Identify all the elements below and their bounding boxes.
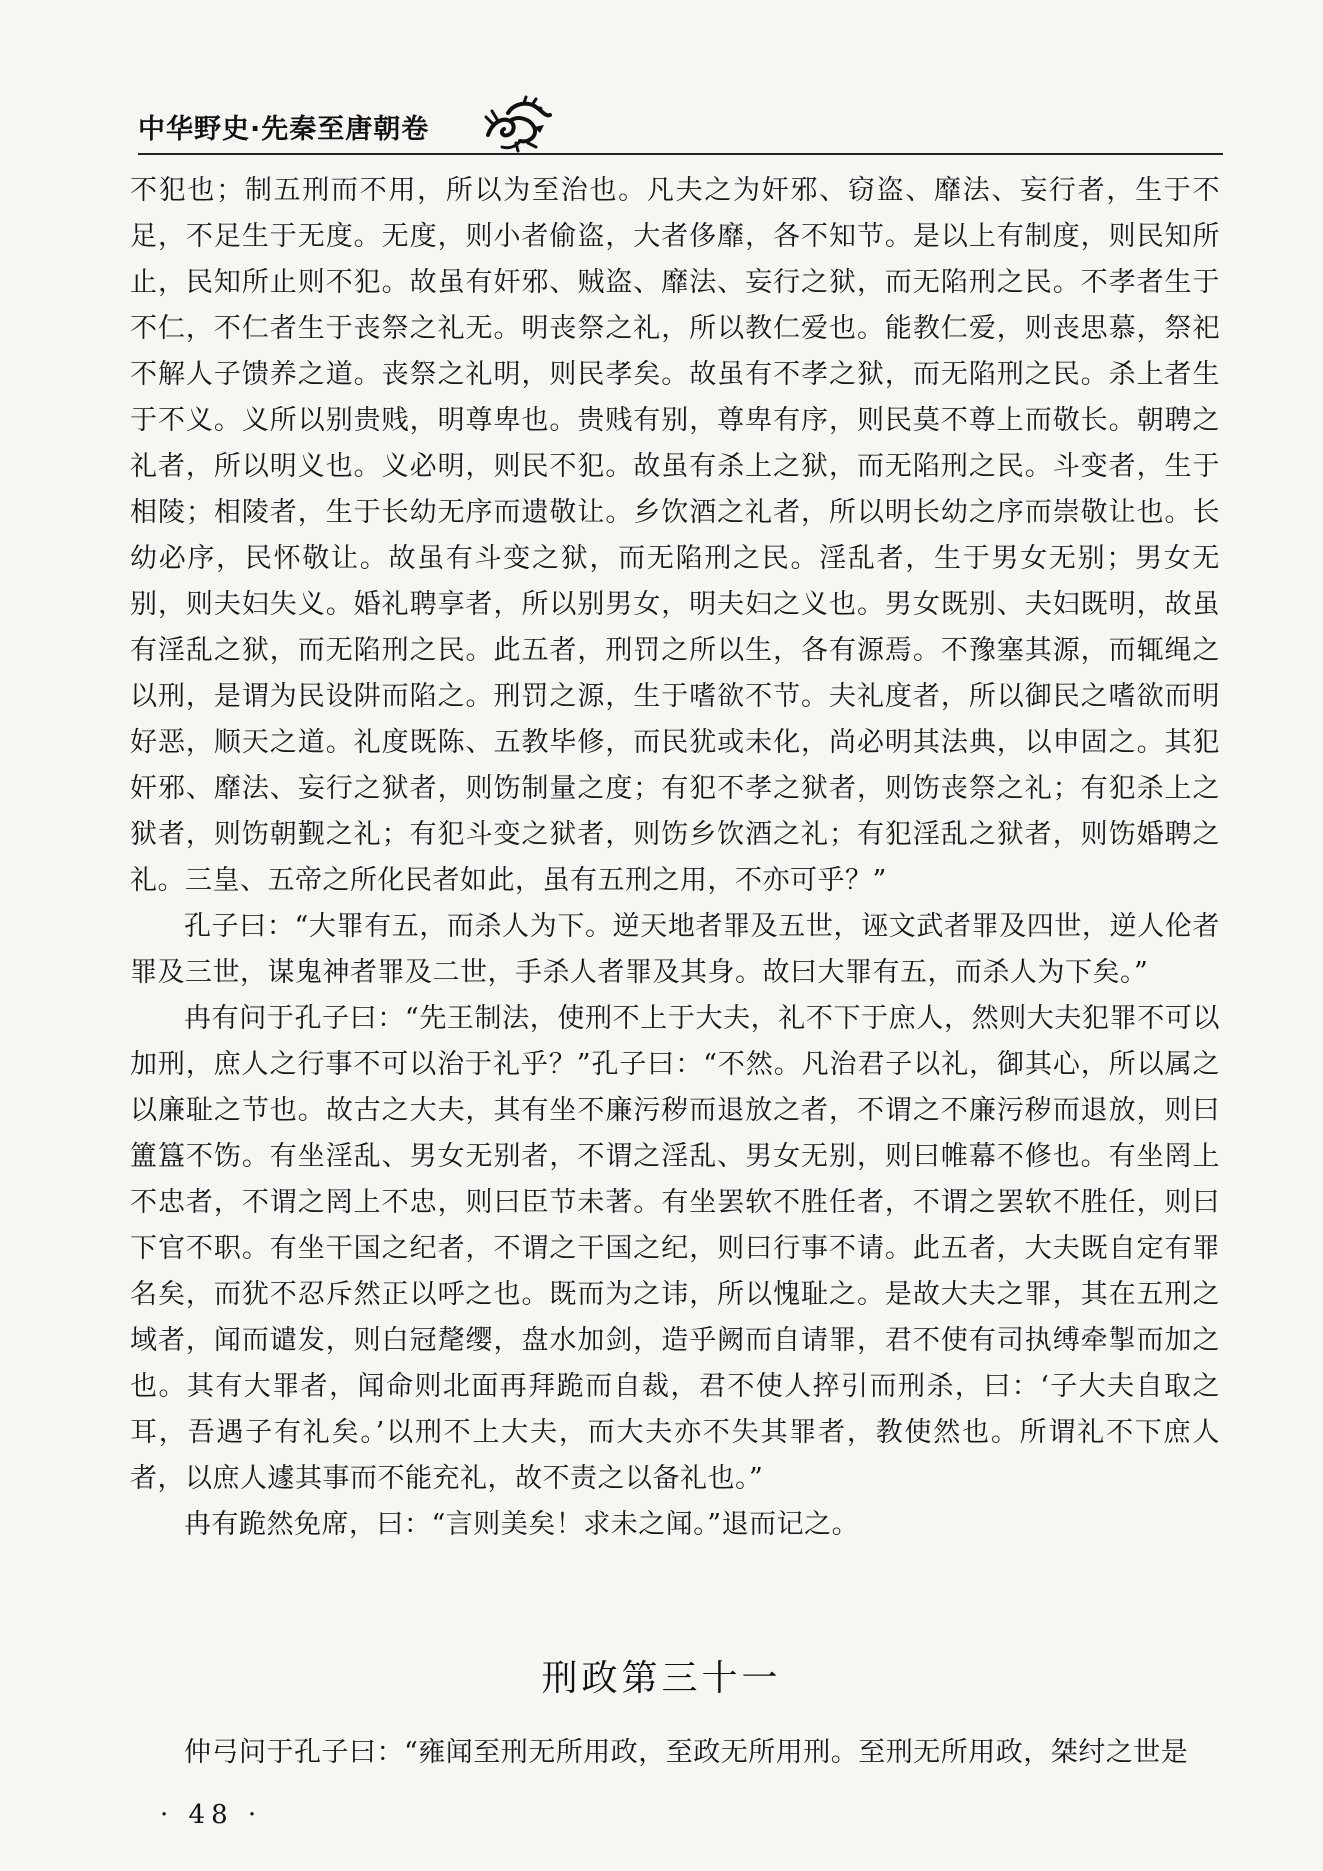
section-text bbox=[130, 1730, 1220, 1776]
paragraph: 孔子曰：“大罪有五，而杀人为下。逆天地者罪及五世，诬文武者罪及四世，逆人伦者罪及三世，谋鬼神者罪及二世，手杀人者罪及其身。故曰大罪有五，而杀人为下矣。” bbox=[130, 911, 1220, 988]
paragraph: 冉有跪然免席，曰：“言则美矣！求未之闻。”退而记之。 bbox=[184, 1509, 860, 1540]
section-heading: 刑政第三十一 bbox=[541, 1658, 782, 1699]
header-divider bbox=[138, 153, 1223, 155]
paragraph: 仲弓问于孔子曰：“雍闻至刑无所用政，至政无所用刑。至刑无所用政，桀纣之世是 bbox=[184, 1737, 1189, 1768]
paragraph: 冉有问于孔子曰：“先王制法，使刑不上于大夫，礼不下于庶人，然则大夫犯罪不可以加刑，庶人之行事不可以治于礼乎？”孔子曰：“不然。凡治君子以礼，御其心，所以属之以廉耻之节也。故古之大夫，其有坐不廉污秽而退放之者，不谓之不廉污秽而退放，则曰簠簋不饬。有坐淫乱、男女无别者，不谓之淫乱、男女无别，则曰帷幕不修也。有坐罔上不忠者，不谓之罔上不忠，则曰臣节未著。有坐罢软不胜任者，不谓之罢软不胜任，则曰下官不职。有坐干国之纪者，不谓之干国之纪，则曰行事不请。此五者，大夫既自定有罪名矣，而犹不忍斥然正以呼之也。既而为之讳，所以愧耻之。是故大夫之罪，其在五刑之域者，闻而谴发，则白冠氂缨，盘水加剑，造乎阙而自请罪，君不使有司执缚牵掣而加之也。其有大罪者，闻命则北面再拜跪而自裁，君不使人捽引而刑杀，曰：‘子大夫自取之耳，吾遇子有礼矣。’以刑不上大夫，而大夫亦不失其罪者，教使然也。所谓礼不下庶人者，以庶人遽其事而不能充礼，故不责之以备礼也。” bbox=[130, 1003, 1220, 1494]
dragon-emblem-icon bbox=[480, 95, 556, 153]
main-text bbox=[130, 168, 1220, 1548]
running-header-title: 中华野史·先秦至唐朝卷 bbox=[138, 114, 430, 145]
running-header bbox=[138, 95, 1223, 155]
page-number: · 48 · bbox=[160, 1800, 263, 1830]
paragraph: 不犯也；制五刑而不用，所以为至治也。凡夫之为奸邪、窃盗、靡法、妄行者，生于不足，不足生于无度。无度，则小者偷盗，大者侈靡，各不知节。是以上有制度，则民知所止，民知所止则不犯。故虽有奸邪、贼盗、靡法、妄行之狱，而无陷刑之民。不孝者生于不仁，不仁者生于丧祭之礼无。明丧祭之礼，所以教仁爱也。能教仁爱，则丧思慕，祭祀不解人子馈养之道。丧祭之礼明，则民孝矣。故虽有不孝之狱，而无陷刑之民。杀上者生于不义。义所以别贵贱，明尊卑也。贵贱有别，尊卑有序，则民莫不尊上而敬长。朝聘之礼者，所以明义也。义必明，则民不犯。故虽有杀上之狱，而无陷刑之民。斗变者，生于相陵；相陵者，生于长幼无序而遗敬让。乡饮酒之礼者，所以明长幼之序而崇敬让也。长幼必序，民怀敬让。故虽有斗变之狱，而无陷刑之民。淫乱者，生于男女无别；男女无别，则夫妇失义。婚礼聘享者，所以别男女，明夫妇之义也。男女既别、夫妇既明，故虽有淫乱之狱，而无陷刑之民。此五者，刑罚之所以生，各有源焉。不豫塞其源，而辄绳之以刑，是谓为民设阱而陷之。刑罚之源，生于嗜欲不节。夫礼度者，所以御民之嗜欲而明好恶，顺天之道。礼度既陈、五教毕修，而民犹或未化，尚必明其法典，以申固之。其犯奸邪、靡法、妄行之狱者，则饬制量之度；有犯不孝之狱者，则饬丧祭之礼；有犯杀上之狱者，则饬朝觐之礼；有犯斗变之狱者，则饬乡饮酒之礼；有犯淫乱之狱者，则饬婚聘之礼。三皇、五帝之所化民者如此，虽有五刑之用，不亦可乎？” bbox=[130, 175, 1220, 896]
